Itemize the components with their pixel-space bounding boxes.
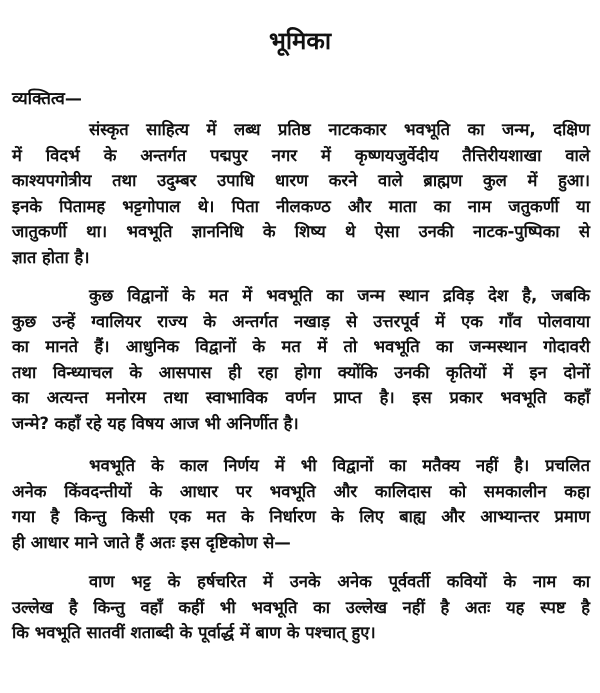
text-line: वाण भट्ट के हर्षचरित में उनके अनेक पूर्ववर्ती कवियों के नाम का [89,572,590,591]
text-line: कुछ उन्हें ग्वालियर राज्य के अन्तर्गत नखाड़ से उत्तरपूर्व में एक गाँव पोलवाया [12,311,590,331]
text-line: ही आधार माने जाते हैं अतः इस दृष्टिकोण से— [12,532,291,552]
text-line: तथा विन्ध्याचल के आसपास ही रहा होगा क्योंकि उनकी कृतियों में इन दोनों [12,362,590,382]
text-line: का मानते हैं। आधुनिक विद्वानों के मत में तो भवभूति का जन्मस्थान गोदावरी [12,337,590,356]
text-line: कि भवभूति सातवीं शताब्दी के पूर्वार्द्ध में बाण के पश्चात् हुए। [12,623,376,642]
text-line: ज्ञात होता है। [12,247,90,267]
text-line: जन्मे? कहाँ रहे यह विषय आज भी अनिर्णीत है। [12,413,299,433]
text-line: जातुकर्णी था। भवभूति ज्ञाननिधि के शिष्य थे ऐसा उनकी नाटक-पुष्पिका से [12,222,590,241]
section-heading: व्यक्तित्व— [12,89,82,109]
page-title: भूमिका [268,27,332,55]
paragraph-4 [12,569,590,646]
text-line: अनेक किंवदन्तीयों के आधार पर भवभूति और कालिदास को समकालीन कहा [12,481,590,501]
text-line: कुछ विद्वानों के मत में भवभूति का जन्म स्थान द्रविड़ देश है, जबकि [89,286,590,305]
text-line: काश्यपगोत्रीय तथा उदुम्बर उपाधि धारण करने वाले ब्राह्मण कुल में हुआ। [12,171,590,190]
text-line: गया है किन्तु किसी एक मत के निर्धारण के लिए बाह्य और आभ्यान्तर प्रमाण [12,507,590,526]
text-line: में विदर्भ के अन्तर्गत पद्मपुर नगर में कृष्णयजुर्वेदीय तैत्तिरीयशाखा वाले [12,145,590,165]
text-line: संस्कृत साहित्य में लब्ध प्रतिष्ठ नाटककार भवभूति का जन्म, दक्षिण [89,120,590,139]
text-line: उल्लेख है किन्तु वहाँ कहीं भी भवभूति का उल्लेख नहीं है अतः यह स्पष्ट है [12,597,590,617]
paragraph-2 [12,283,590,436]
paragraph-3 [12,453,590,555]
paragraph-1 [12,117,590,270]
text-line: का अत्यन्त मनोरम तथा स्वाभाविक वर्णन प्राप्त है। इस प्रकार भवभूति कहाँ [12,388,590,407]
text-line: भवभूति के काल निर्णय में भी विद्वानों का मतैक्य नहीं है। प्रचलित [89,456,590,475]
text-line: इनके पितामह भट्टगोपाल थे। पिता नीलकण्ठ और माता का नाम जतुकर्णी या [12,196,590,216]
